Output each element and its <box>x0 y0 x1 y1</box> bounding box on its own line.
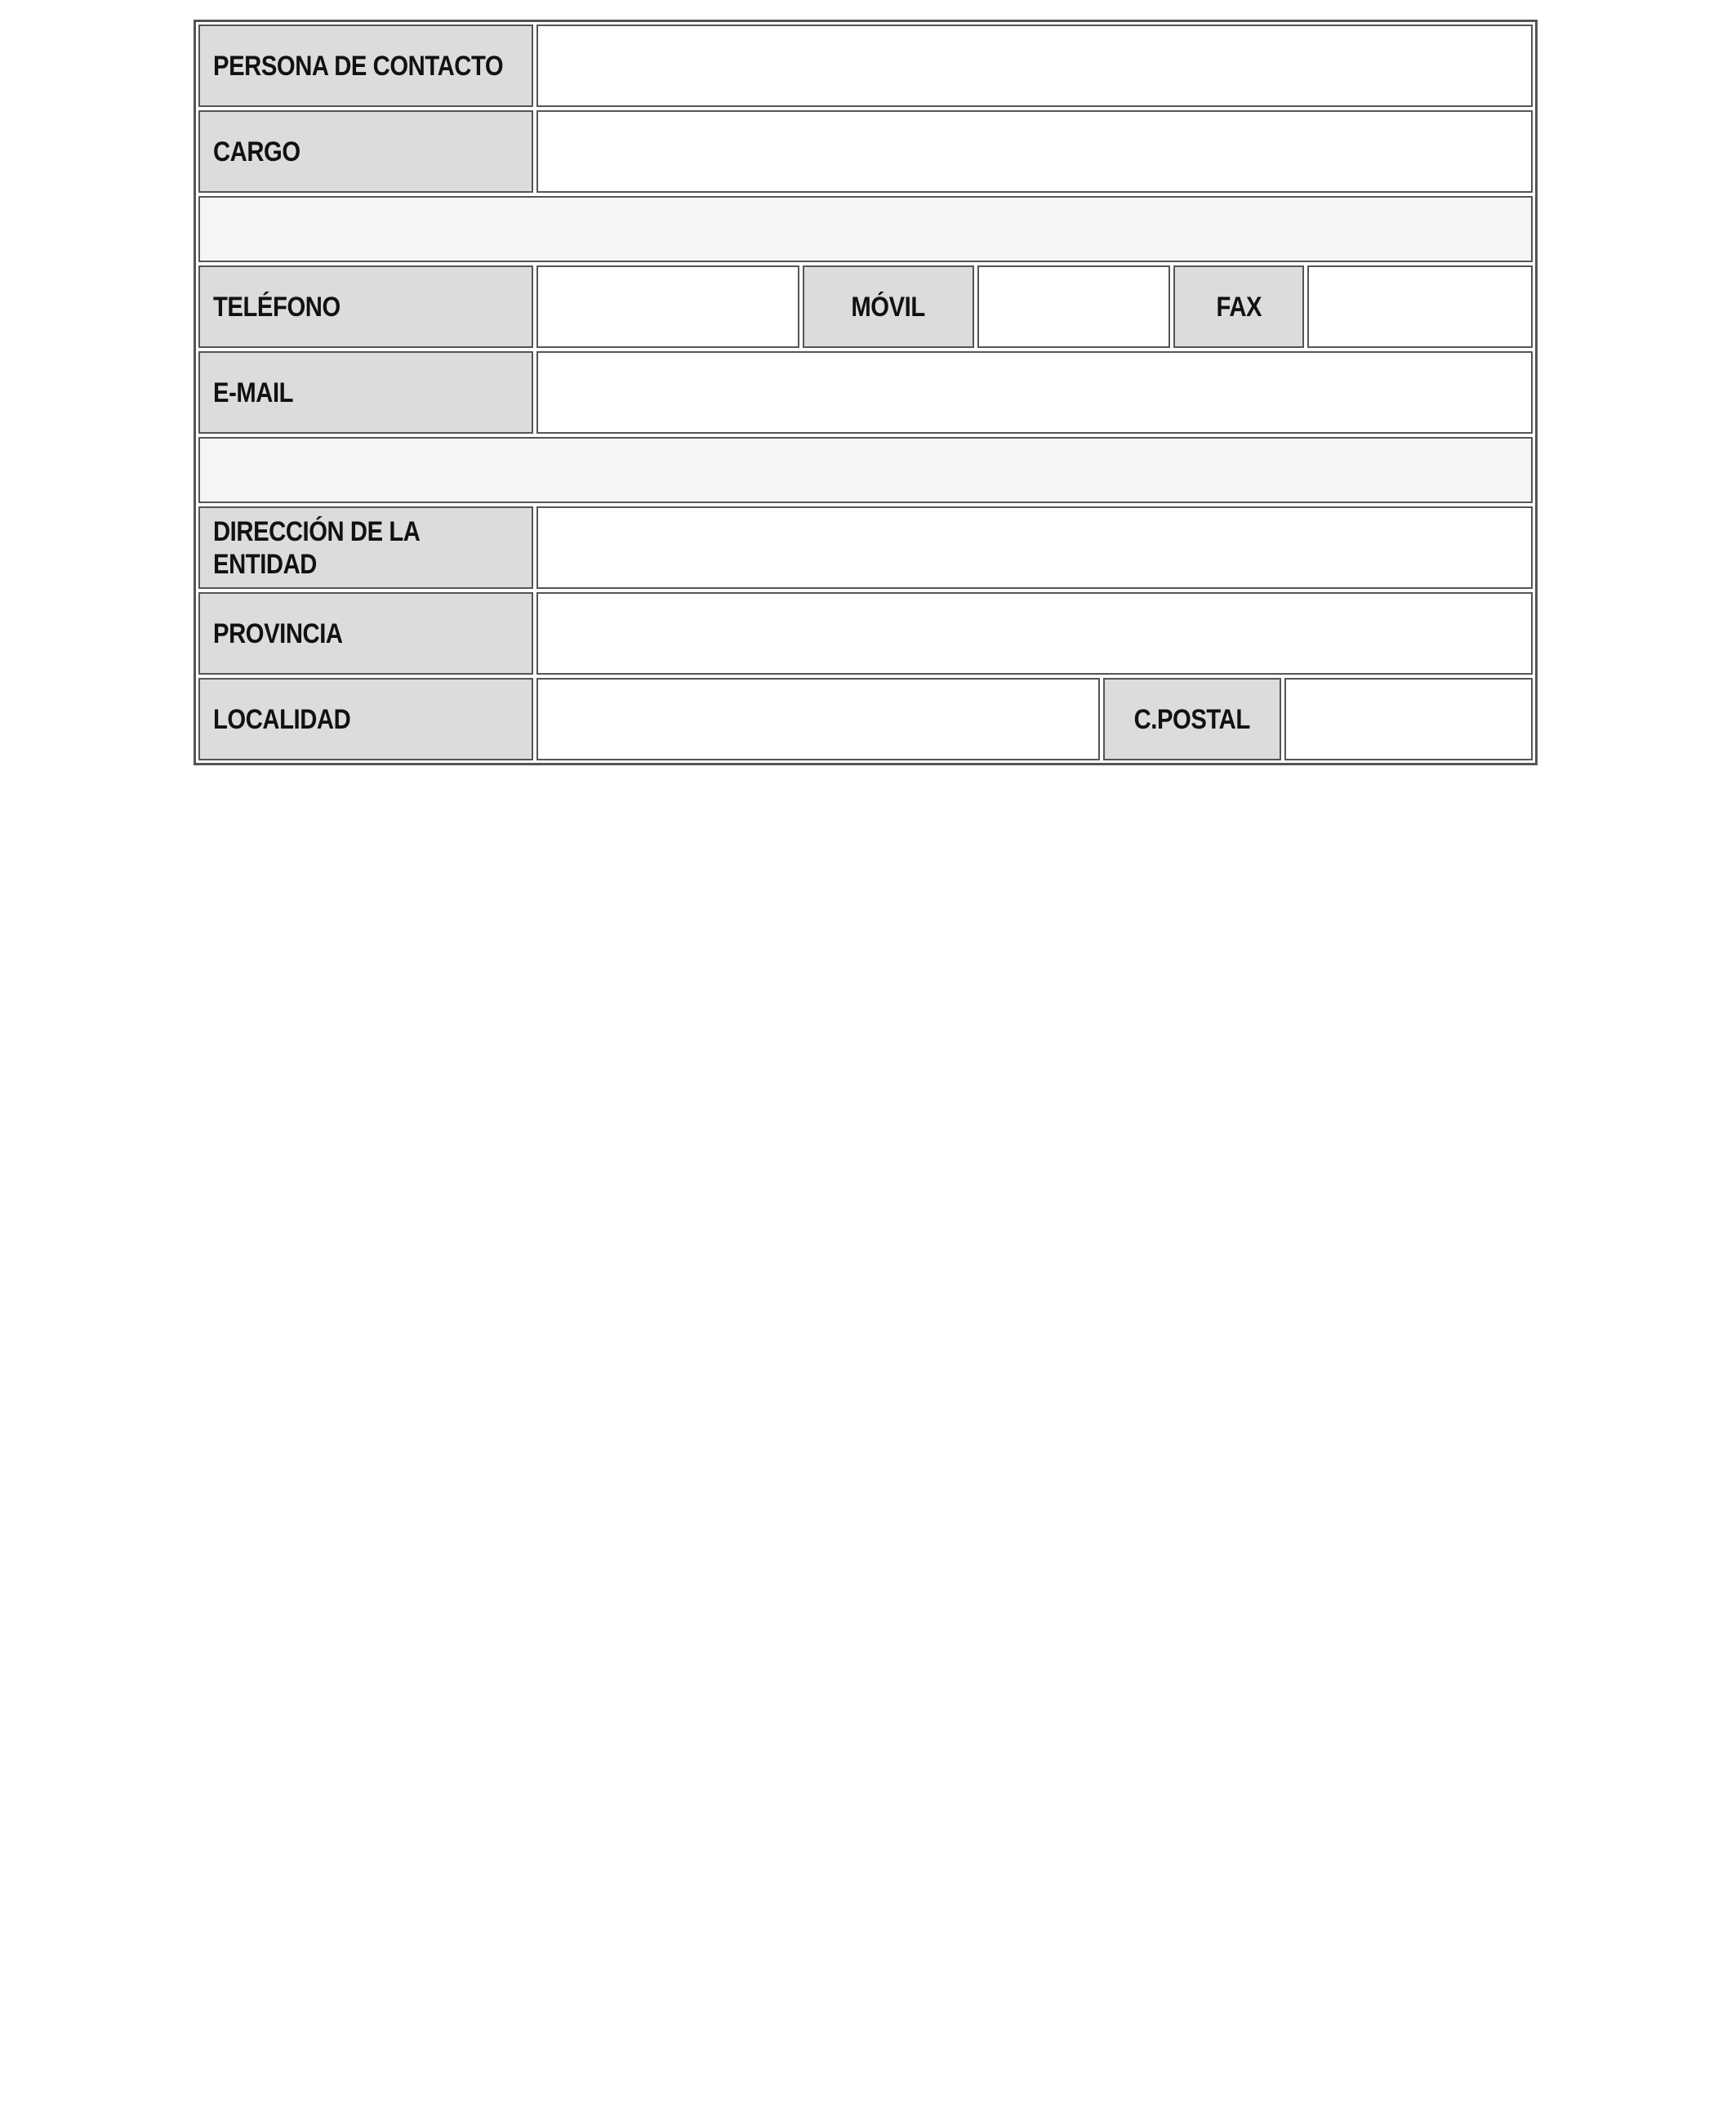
mobile-field[interactable] <box>977 265 1170 348</box>
separator-cell-1 <box>198 196 1533 262</box>
row-phones <box>197 264 1534 350</box>
postal-code-field[interactable] <box>1284 678 1533 760</box>
row-email <box>197 350 1534 435</box>
contact-person-field[interactable] <box>536 25 1533 107</box>
separator-row-1 <box>197 194 1534 264</box>
row-province <box>197 591 1534 676</box>
row-address <box>197 505 1534 591</box>
address-label <box>198 506 533 589</box>
position-label <box>198 110 533 193</box>
mobile-label <box>803 265 974 348</box>
contact-form-table <box>194 20 1538 765</box>
phone-field[interactable] <box>536 265 799 348</box>
province-label-text: PROVINCIA <box>213 617 343 649</box>
phone-label-text: TELÉFONO <box>213 291 341 323</box>
province-field[interactable] <box>536 592 1533 675</box>
locality-label-text: LOCALIDAD <box>213 703 351 735</box>
row-locality <box>197 676 1534 762</box>
locality-label <box>198 678 533 760</box>
contact-person-label <box>198 25 533 107</box>
separator-row-2 <box>197 435 1534 505</box>
locality-field[interactable] <box>536 678 1100 760</box>
fax-label-text: FAX <box>1216 291 1262 323</box>
email-label <box>198 351 533 434</box>
phone-label <box>198 265 533 348</box>
email-field[interactable] <box>536 351 1533 434</box>
row-position <box>197 109 1534 194</box>
position-label-text: CARGO <box>213 136 300 167</box>
postal-code-label-text: C.POSTAL <box>1133 703 1251 735</box>
province-label <box>198 592 533 675</box>
fax-field[interactable] <box>1307 265 1533 348</box>
address-label-text: DIRECCIÓN DE LA ENTIDAD <box>213 515 420 580</box>
position-field[interactable] <box>536 110 1533 193</box>
address-field[interactable] <box>536 506 1533 589</box>
email-label-text: E-MAIL <box>213 377 294 408</box>
contact-person-label-text: PERSONA DE CONTACTO <box>213 50 504 82</box>
separator-cell-2 <box>198 437 1533 503</box>
fax-label <box>1173 265 1304 348</box>
mobile-label-text: MÓVIL <box>851 291 926 323</box>
postal-code-label <box>1103 678 1281 760</box>
row-contact-person <box>197 23 1534 109</box>
